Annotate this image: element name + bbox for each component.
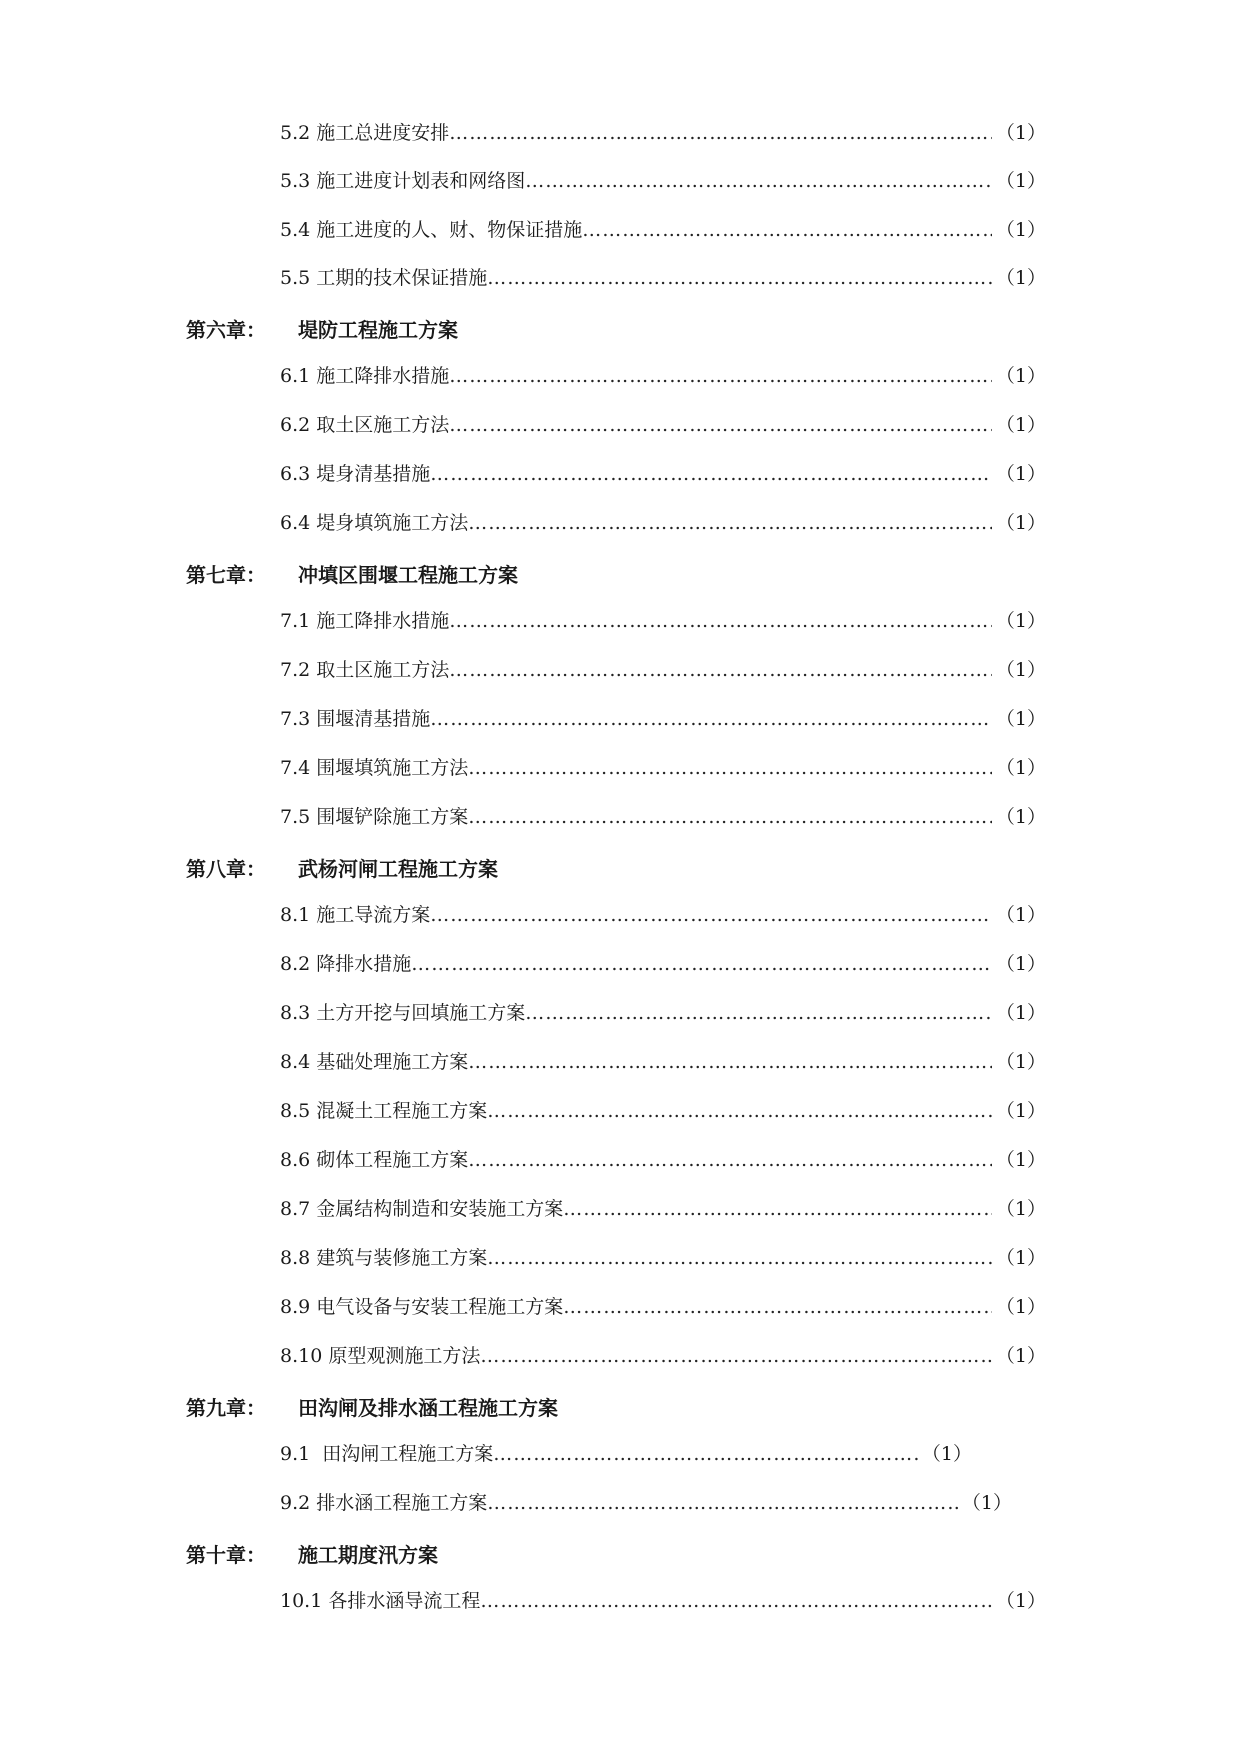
toc-page-number: （1） [995, 1247, 1046, 1269]
dot-leader [468, 1049, 992, 1075]
toc-entry[interactable] [280, 1196, 1046, 1222]
toc-page-number: （1） [995, 219, 1046, 241]
toc-entry[interactable] [280, 1098, 1046, 1124]
toc-entry[interactable] [280, 363, 1046, 389]
toc-entry[interactable] [280, 902, 1046, 928]
toc-entry-label: 6.4 堤身填筑施工方法 [280, 512, 469, 534]
toc-entry[interactable] [280, 120, 1046, 146]
toc-page-number: （1） [995, 267, 1046, 289]
chapter-title: 冲填区围堰工程施工方案 [298, 563, 518, 587]
toc-page-number: （1） [995, 1345, 1046, 1367]
toc-entry[interactable] [280, 657, 1046, 683]
dot-leader [487, 265, 992, 291]
dot-leader [525, 1000, 992, 1026]
chapter-number: 第九章： [186, 1396, 266, 1420]
chapter-title: 田沟闸及排水涵工程施工方案 [298, 1396, 558, 1420]
toc-entry-label: 7.4 围堰填筑施工方法 [280, 757, 469, 779]
chapter-heading [186, 1394, 558, 1422]
toc-entry-label: 9.2 排水涵工程施工方案 [280, 1492, 488, 1514]
toc-entry-label: 5.4 施工进度的人、财、物保证措施 [280, 219, 583, 241]
toc-entry[interactable] [280, 608, 1046, 634]
toc-entry-label: 5.5 工期的技术保证措施 [280, 267, 488, 289]
toc-entry-label: 8.8 建筑与装修施工方案 [280, 1247, 488, 1269]
toc-entry-label: 6.2 取土区施工方法 [280, 414, 450, 436]
toc-entry[interactable] [280, 706, 1046, 732]
toc-page-number: （1） [995, 365, 1046, 387]
toc-entry[interactable] [280, 951, 1046, 977]
toc-page-number: （1） [995, 1002, 1046, 1024]
chapter-heading [186, 855, 498, 883]
chapter-number: 第六章： [186, 318, 266, 342]
dot-leader [449, 608, 992, 634]
dot-leader [449, 363, 992, 389]
dot-leader [493, 1441, 918, 1467]
chapter-heading [186, 1541, 438, 1569]
dot-leader [525, 168, 992, 194]
toc-page-number: （1） [995, 463, 1046, 485]
dot-leader [449, 120, 992, 146]
toc-page-number: （1） [995, 953, 1046, 975]
dot-leader [449, 657, 992, 683]
toc-entry-label: 7.2 取土区施工方法 [280, 659, 450, 681]
toc-entry-label: 8.2 降排水措施 [280, 953, 412, 975]
toc-entry[interactable] [280, 1294, 1046, 1320]
toc-page-number: （1） [995, 512, 1046, 534]
toc-entry[interactable] [280, 1441, 972, 1467]
toc-page-number: （1） [995, 1198, 1046, 1220]
dot-leader [430, 902, 992, 928]
chapter-number: 第七章： [186, 563, 266, 587]
toc-entry-label: 6.3 堤身清基措施 [280, 463, 431, 485]
toc-entry[interactable] [280, 1049, 1046, 1075]
toc-page-number: （1） [921, 1443, 972, 1465]
toc-page-number: （1） [995, 1296, 1046, 1318]
toc-entry-label: 8.10 原型观测施工方法 [280, 1345, 481, 1367]
toc-entry-label: 8.1 施工导流方案 [280, 904, 431, 926]
toc-entry[interactable] [280, 412, 1046, 438]
chapter-heading [186, 561, 518, 589]
toc-entry[interactable] [280, 1147, 1046, 1173]
dot-leader [468, 755, 992, 781]
toc-entry[interactable] [280, 755, 1046, 781]
toc-page-number: （1） [995, 806, 1046, 828]
toc-entry[interactable] [280, 461, 1046, 487]
toc-page-number: （1） [961, 1492, 1012, 1514]
dot-leader [563, 1294, 992, 1320]
toc-page-number: （1） [995, 170, 1046, 192]
toc-entry-label: 9.1 田沟闸工程施工方案 [280, 1443, 494, 1465]
chapter-number: 第八章： [186, 857, 266, 881]
dot-leader [411, 951, 992, 977]
toc-entry[interactable] [280, 1490, 1012, 1516]
toc-entry-label: 5.2 施工总进度安排 [280, 122, 450, 144]
dot-leader [487, 1098, 992, 1124]
dot-leader [430, 461, 992, 487]
toc-entry-label: 7.5 围堰铲除施工方案 [280, 806, 469, 828]
toc-entry-label: 10.1 各排水涵导流工程 [280, 1590, 481, 1612]
dot-leader [468, 1147, 992, 1173]
toc-page-number: （1） [995, 1051, 1046, 1073]
dot-leader [468, 804, 992, 830]
toc-entry[interactable] [280, 1245, 1046, 1271]
toc-entry-label: 8.3 土方开挖与回填施工方案 [280, 1002, 526, 1024]
toc-entry-label: 5.3 施工进度计划表和网络图 [280, 170, 526, 192]
chapter-number: 第十章： [186, 1543, 266, 1567]
dot-leader [582, 217, 992, 243]
dot-leader [468, 510, 992, 536]
dot-leader [449, 412, 992, 438]
toc-page-number: （1） [995, 659, 1046, 681]
toc-page-number: （1） [995, 1590, 1046, 1612]
toc-entry-label: 8.9 电气设备与安装工程施工方案 [280, 1296, 564, 1318]
dot-leader [480, 1343, 992, 1369]
toc-entry[interactable] [280, 804, 1046, 830]
toc-entry[interactable] [280, 1000, 1046, 1026]
toc-entry-label: 7.1 施工降排水措施 [280, 610, 450, 632]
toc-page-number: （1） [995, 610, 1046, 632]
dot-leader [563, 1196, 992, 1222]
toc-page-number: （1） [995, 708, 1046, 730]
toc-page-number: （1） [995, 757, 1046, 779]
toc-entry-label: 8.4 基础处理施工方案 [280, 1051, 469, 1073]
dot-leader [487, 1245, 992, 1271]
toc-page-number: （1） [995, 1149, 1046, 1171]
chapter-title: 施工期度汛方案 [298, 1543, 438, 1567]
toc-entry[interactable] [280, 1588, 1046, 1614]
toc-page-number: （1） [995, 122, 1046, 144]
toc-entry-label: 6.1 施工降排水措施 [280, 365, 450, 387]
toc-entry-label: 7.3 围堰清基措施 [280, 708, 431, 730]
chapter-title: 堤防工程施工方案 [298, 318, 458, 342]
toc-entry-label: 8.6 砌体工程施工方案 [280, 1149, 469, 1171]
toc-entry[interactable] [280, 217, 1046, 243]
dot-leader [487, 1490, 958, 1516]
toc-page-number: （1） [995, 904, 1046, 926]
dot-leader [480, 1588, 992, 1614]
toc-entry[interactable] [280, 510, 1046, 536]
chapter-heading [186, 316, 458, 344]
toc-entry[interactable] [280, 1343, 1046, 1369]
dot-leader [430, 706, 992, 732]
chapter-title: 武杨河闸工程施工方案 [298, 857, 498, 881]
toc-page-number: （1） [995, 414, 1046, 436]
toc-entry-label: 8.5 混凝土工程施工方案 [280, 1100, 488, 1122]
toc-page-number: （1） [995, 1100, 1046, 1122]
toc-entry-label: 8.7 金属结构制造和安装施工方案 [280, 1198, 564, 1220]
toc-entry[interactable] [280, 265, 1046, 291]
toc-entry[interactable] [280, 168, 1046, 194]
